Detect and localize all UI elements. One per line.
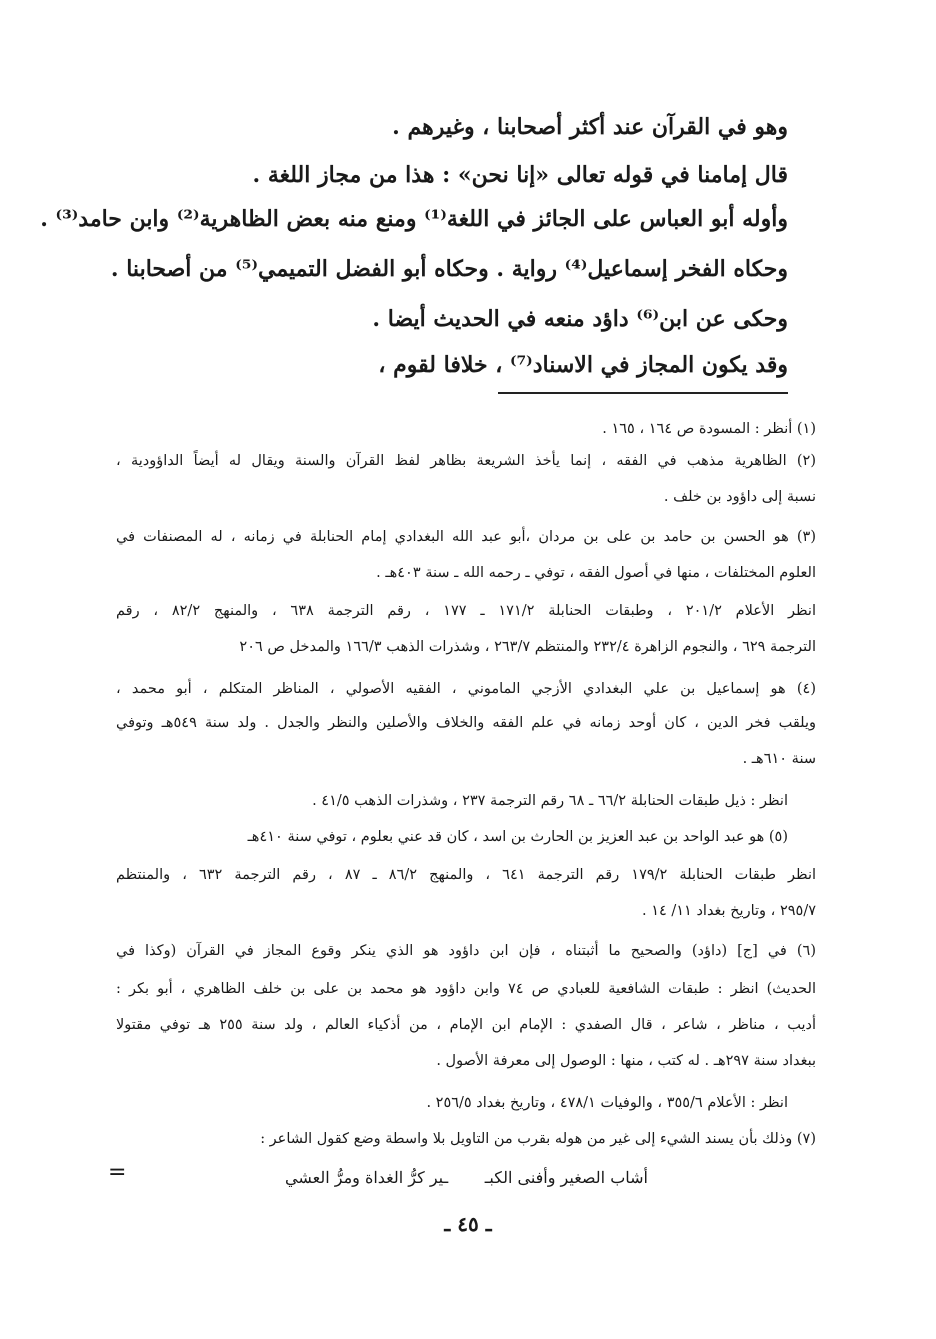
footnote-6-line-1: (٦) في [ج] (داؤد) والصحيح ما أثبتناه ، فإن ابن داؤود هو الذي ينكر وقوع المجاز في القرآن (وكذا في bbox=[116, 943, 816, 959]
footnote-3-line-1: (٣) هو الحسن بن حامد بن على بن مردان ،أبو عبد الله البغدادي إمام الحنابلة في زمانه ، له المصنفات في bbox=[116, 529, 816, 545]
footnote-separator-rule bbox=[498, 392, 788, 394]
main-text-line-2: قال إمامنا في قوله تعالى «إنا نحن» : هذا من مجاز اللغة . bbox=[252, 162, 788, 188]
footnote-6-ref: انظر : الأعلام ٣٥٥/٦ ، والوفيات ٤٧٨/١ ، وتاريخ بغداد ٢٥٦/٥ . bbox=[426, 1095, 788, 1111]
footnote-5-line-1: (٥) هو عبد الواحد بن عبد العزيز بن الحارث بن اسد ، كان قد عني بعلوم ، توفي سنة ٤١٠هـ bbox=[247, 829, 788, 845]
footnote-4-ref: انظر : ذيل طبقات الحنابلة ٦٦/٢ ـ ٦٨ رقم الترجمة ٢٣٧ ، وشذرات الذهب ٤١/٥ . bbox=[312, 793, 788, 809]
page-number: ـ ٤٥ ـ bbox=[444, 1212, 492, 1236]
main-text-line-4: وحكاه الفخر إسماعيل⁽⁴⁾ رواية . وحكاه أبو الفضل التميمي⁽⁵⁾ من أصحابنا . bbox=[110, 256, 788, 282]
footnote-3-ref-line-2: الترجمة ٦٢٩ ، والنجوم الزاهرة ٢٣٢/٤ والمنتظم ٢٦٣/٧ ، وشذرات الذهب ١٦٦/٣ والمدخل ص ٢٠٦ bbox=[239, 639, 816, 655]
footnote-1: (١) أنظر : المسودة ص ١٦٤ ، ١٦٥ . bbox=[602, 421, 816, 437]
footnote-2-line-2: نسبة إلى داؤود بن خلف . bbox=[663, 489, 816, 505]
footnote-6-line-2: الحديث) انظر : طبقات الشافعية للعبادي ص ٧٤ وابن داؤود هو محمد بن على بن خلف الظاهري ، أبو بكر : bbox=[116, 981, 816, 997]
footnote-4-line-2: ويلقب فخر الدين ، كان أوحد زمانه في علم الفقه والخلاف والأصلين والنظر والجدل . ولد سنة ٥٤٩هـ وتوفي bbox=[116, 715, 816, 731]
footnote-5-ref-line-1: انظر طبقات الحنابلة ١٧٩/٢ رقم الترجمة ٦٤١ ، والمنهج ٨٦/٢ ـ ٨٧ ، رقم الترجمة ٦٣٢ ، والمنتظم bbox=[116, 867, 817, 883]
main-text-line-3: وأوله أبو العباس على الجائز في اللغة⁽¹⁾ ومنع منه بعض الظاهرية⁽²⁾ وابن حامد⁽³⁾ . bbox=[40, 206, 788, 232]
footnote-4-line-3: سنة ٦١٠هـ . bbox=[742, 751, 816, 767]
footnote-6-line-3: أديب ، مناظر ، شاعر ، قال الصفدي : الإمام ابن الإمام ، من أذكياء العالم ، ولد سنة ٢٥٥ هـ توفي مقتولا bbox=[116, 1017, 816, 1033]
footnote-3-ref-line-1: انظر الأعلام ٢٠١/٢ ، وطبقات الحنابلة ١٧١/٢ ـ ١٧٧ ، رقم الترجمة ٦٣٨ ، والمنهج ٨٢/٢ ، رقم bbox=[116, 603, 816, 619]
main-text-line-5: وحكى عن ابن⁽⁶⁾ داؤد منعه في الحديث أيضا . bbox=[372, 306, 788, 332]
footnote-3-line-2: العلوم المختلفات ، منها في أصول الفقه ، توفي ـ رحمه الله ـ سنة ٤٠٣هـ . bbox=[376, 565, 816, 581]
continuation-mark: = bbox=[108, 1160, 127, 1185]
main-text-line-6: وقد يكون المجاز في الاسناد⁽⁷⁾ ، خلافا لقوم ، bbox=[378, 352, 788, 378]
main-text-line-1: وهو في القرآن عند أكثر أصحابنا ، وغيرهم . bbox=[392, 114, 788, 140]
footnote-4-line-1: (٤) هو إسماعيل بن علي البغدادي الأزجي الماموني ، الفقيه الأصولي ، المناظر المتكلم ، أبو محمد ، bbox=[116, 681, 816, 697]
footnote-2-line-1: (٢) الظاهرية مذهب في الفقه ، إنما يأخذ الشريعة بظاهر لفظ القرآن والسنة ويقال له أيضاً الداؤودية ، bbox=[116, 453, 816, 469]
footnote-5-ref-line-2: ٢٩٥/٧ ، وتاريخ بغداد ١١/ ١٤ . bbox=[641, 903, 816, 919]
footnote-7-line-1: (٧) وذلك بأن يسند الشيء إلى غير من هوله بقرب من التاويل بلا واسطة وضع كقول الشاعر : bbox=[260, 1131, 816, 1147]
verse-first-hemistich: أشاب الصغير وأفنى الكبـ bbox=[484, 1168, 648, 1187]
footnote-6-line-4: ببغداد سنة ٢٩٧هـ . له كتب ، منها : الوصول إلى معرفة الأصول . bbox=[436, 1053, 816, 1069]
verse-second-hemistich: ـير كرُّ الغداة ومرُّ العشي bbox=[285, 1168, 449, 1187]
